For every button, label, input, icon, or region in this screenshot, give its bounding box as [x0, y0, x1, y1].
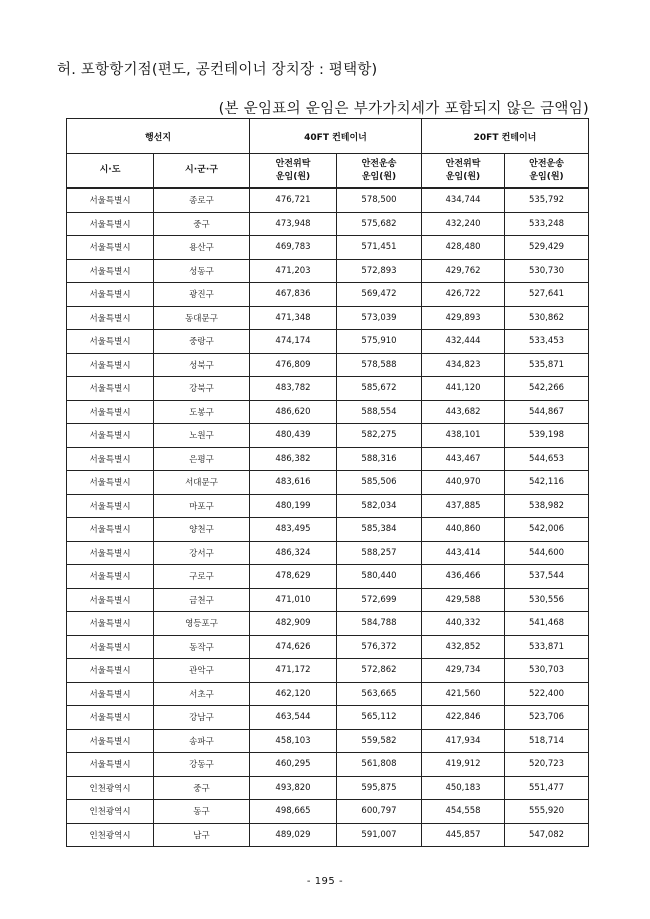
cell-40ft-transport: 588,316 — [337, 447, 422, 471]
cell-20ft-transport: 530,862 — [505, 306, 589, 330]
header-line: 안전운송 — [529, 158, 564, 169]
cell-40ft-transport: 576,372 — [337, 635, 422, 659]
table-row — [67, 236, 589, 260]
cell-40ft-trust: 473,948 — [250, 212, 337, 236]
cell-sido: 인천광역시 — [67, 800, 154, 824]
cell-sigungu: 종로구 — [154, 188, 250, 212]
table-row — [67, 729, 589, 753]
cell-40ft-trust: 483,782 — [250, 377, 337, 401]
cell-sigungu: 강서구 — [154, 541, 250, 565]
cell-20ft-transport: 544,653 — [505, 447, 589, 471]
cell-20ft-transport: 544,867 — [505, 400, 589, 424]
cell-20ft-trust: 436,466 — [422, 565, 505, 589]
cell-20ft-trust: 429,734 — [422, 659, 505, 683]
table-row — [67, 635, 589, 659]
cell-20ft-trust: 443,414 — [422, 541, 505, 565]
cell-40ft-trust: 486,324 — [250, 541, 337, 565]
cell-40ft-transport: 565,112 — [337, 706, 422, 730]
cell-20ft-transport: 539,198 — [505, 424, 589, 448]
cell-sigungu: 영등포구 — [154, 612, 250, 636]
cell-20ft-transport: 537,544 — [505, 565, 589, 589]
page-number: - 195 - — [306, 876, 344, 887]
cell-sigungu: 중랑구 — [154, 330, 250, 354]
cell-20ft-transport: 535,871 — [505, 353, 589, 377]
cell-sido: 서울특별시 — [67, 635, 154, 659]
header-line: 안전운송 — [361, 158, 397, 169]
cell-20ft-trust: 454,558 — [422, 800, 505, 824]
table-row — [67, 330, 589, 354]
cell-20ft-transport: 538,982 — [505, 494, 589, 518]
cell-40ft-transport: 571,451 — [337, 236, 422, 260]
cell-40ft-trust: 478,629 — [250, 565, 337, 589]
column-header-20ft-transport — [505, 154, 589, 189]
cell-40ft-trust: 480,199 — [250, 494, 337, 518]
cell-sigungu: 동대문구 — [154, 306, 250, 330]
cell-20ft-trust: 421,560 — [422, 682, 505, 706]
cell-20ft-trust: 450,183 — [422, 776, 505, 800]
table-row — [67, 377, 589, 401]
cell-sido: 서울특별시 — [67, 212, 154, 236]
cell-40ft-trust: 471,172 — [250, 659, 337, 683]
table-row — [67, 353, 589, 377]
cell-sigungu: 용산구 — [154, 236, 250, 260]
table-row — [67, 400, 589, 424]
cell-sido: 서울특별시 — [67, 541, 154, 565]
column-header-sigungu: 시·군·구 — [154, 154, 250, 189]
cell-40ft-transport: 585,672 — [337, 377, 422, 401]
header-line: 운임(원) — [445, 171, 481, 182]
table-row — [67, 682, 589, 706]
cell-40ft-transport: 561,808 — [337, 753, 422, 777]
header-line: 안전위탁 — [275, 158, 311, 169]
column-header-40ft-trust — [250, 154, 337, 189]
cell-40ft-transport: 588,554 — [337, 400, 422, 424]
header-line: 운임(원) — [275, 171, 311, 182]
cell-40ft-transport: 578,500 — [337, 188, 422, 212]
cell-40ft-transport: 585,506 — [337, 471, 422, 495]
cell-sido: 서울특별시 — [67, 400, 154, 424]
cell-20ft-trust: 432,240 — [422, 212, 505, 236]
table-row — [67, 447, 589, 471]
table-row — [67, 424, 589, 448]
table-row — [67, 753, 589, 777]
cell-20ft-transport: 527,641 — [505, 283, 589, 307]
cell-sigungu: 서대문구 — [154, 471, 250, 495]
cell-40ft-trust: 469,783 — [250, 236, 337, 260]
cell-20ft-transport: 555,920 — [505, 800, 589, 824]
cell-40ft-transport: 573,039 — [337, 306, 422, 330]
cell-20ft-transport: 541,468 — [505, 612, 589, 636]
cell-20ft-trust: 426,722 — [422, 283, 505, 307]
cell-sido: 서울특별시 — [67, 729, 154, 753]
cell-sido: 서울특별시 — [67, 188, 154, 212]
cell-40ft-transport: 584,788 — [337, 612, 422, 636]
header-line: 운임(원) — [529, 171, 564, 182]
cell-sido: 서울특별시 — [67, 706, 154, 730]
cell-sigungu: 남구 — [154, 823, 250, 847]
cell-sigungu: 구로구 — [154, 565, 250, 589]
table-row — [67, 541, 589, 565]
cell-20ft-trust: 443,682 — [422, 400, 505, 424]
cell-40ft-trust: 471,203 — [250, 259, 337, 283]
cell-20ft-transport: 547,082 — [505, 823, 589, 847]
cell-sigungu: 송파구 — [154, 729, 250, 753]
cell-sido: 인천광역시 — [67, 776, 154, 800]
cell-40ft-transport: 582,275 — [337, 424, 422, 448]
destination-header: 행선지 — [67, 119, 250, 154]
cell-sigungu: 광진구 — [154, 283, 250, 307]
cell-sigungu: 노원구 — [154, 424, 250, 448]
cell-40ft-trust: 471,010 — [250, 588, 337, 612]
cell-20ft-trust: 429,588 — [422, 588, 505, 612]
cell-20ft-trust: 428,480 — [422, 236, 505, 260]
cell-20ft-trust: 441,120 — [422, 377, 505, 401]
cell-20ft-transport: 530,703 — [505, 659, 589, 683]
cell-20ft-transport: 542,116 — [505, 471, 589, 495]
cell-40ft-trust: 458,103 — [250, 729, 337, 753]
column-header-40ft-transport — [337, 154, 422, 189]
cell-20ft-trust: 422,846 — [422, 706, 505, 730]
table-row — [67, 188, 589, 212]
cell-sigungu: 중구 — [154, 776, 250, 800]
cell-40ft-transport: 572,699 — [337, 588, 422, 612]
cell-40ft-trust: 476,721 — [250, 188, 337, 212]
cell-40ft-transport: 580,440 — [337, 565, 422, 589]
cell-sigungu: 성동구 — [154, 259, 250, 283]
table-body — [67, 188, 589, 847]
cell-sigungu: 동구 — [154, 800, 250, 824]
cell-20ft-trust: 445,857 — [422, 823, 505, 847]
cell-sigungu: 강동구 — [154, 753, 250, 777]
table-row — [67, 823, 589, 847]
cell-40ft-trust: 460,295 — [250, 753, 337, 777]
freight-rate-table — [66, 118, 589, 847]
cell-20ft-trust: 434,744 — [422, 188, 505, 212]
cell-sido: 서울특별시 — [67, 330, 154, 354]
cell-sigungu: 강북구 — [154, 377, 250, 401]
cell-40ft-transport: 578,588 — [337, 353, 422, 377]
cell-20ft-transport: 544,600 — [505, 541, 589, 565]
cell-sido: 서울특별시 — [67, 471, 154, 495]
cell-sido: 서울특별시 — [67, 424, 154, 448]
cell-sido: 서울특별시 — [67, 612, 154, 636]
cell-40ft-trust: 482,909 — [250, 612, 337, 636]
cell-20ft-transport: 522,400 — [505, 682, 589, 706]
cell-40ft-trust: 486,620 — [250, 400, 337, 424]
cell-40ft-transport: 588,257 — [337, 541, 422, 565]
cell-sido: 서울특별시 — [67, 518, 154, 542]
cell-20ft-transport: 533,871 — [505, 635, 589, 659]
cell-20ft-transport: 542,266 — [505, 377, 589, 401]
cell-sigungu: 관악구 — [154, 659, 250, 683]
cell-sigungu: 마포구 — [154, 494, 250, 518]
table-row — [67, 471, 589, 495]
table-row — [67, 565, 589, 589]
cell-sido: 서울특별시 — [67, 682, 154, 706]
table-row — [67, 800, 589, 824]
cell-40ft-transport: 575,910 — [337, 330, 422, 354]
cell-40ft-trust: 476,809 — [250, 353, 337, 377]
header-line: 운임(원) — [361, 171, 397, 182]
section-heading: 허. 포항항기점(편도, 공컨테이너 장치장 : 평택항) — [57, 62, 378, 78]
cell-sido: 서울특별시 — [67, 565, 154, 589]
group-header-20ft: 20FT 컨테이너 — [422, 119, 589, 154]
table-row — [67, 659, 589, 683]
cell-20ft-transport: 533,453 — [505, 330, 589, 354]
cell-40ft-trust: 486,382 — [250, 447, 337, 471]
cell-20ft-transport: 533,248 — [505, 212, 589, 236]
cell-40ft-transport: 572,893 — [337, 259, 422, 283]
vat-note: (본 운임표의 운임은 부가가치세가 포함되지 않은 금액임) — [218, 101, 589, 117]
table-row — [67, 283, 589, 307]
cell-20ft-transport: 529,429 — [505, 236, 589, 260]
column-header-sido: 시·도 — [67, 154, 154, 189]
cell-20ft-trust: 432,444 — [422, 330, 505, 354]
cell-20ft-trust: 434,823 — [422, 353, 505, 377]
cell-sigungu: 성북구 — [154, 353, 250, 377]
cell-40ft-transport: 563,665 — [337, 682, 422, 706]
cell-sigungu: 동작구 — [154, 635, 250, 659]
table-subheader-row — [67, 154, 589, 189]
cell-40ft-trust: 467,836 — [250, 283, 337, 307]
table-row — [67, 494, 589, 518]
cell-sido: 서울특별시 — [67, 306, 154, 330]
cell-40ft-transport: 582,034 — [337, 494, 422, 518]
column-header-20ft-trust — [422, 154, 505, 189]
cell-40ft-trust: 489,029 — [250, 823, 337, 847]
cell-20ft-transport: 520,723 — [505, 753, 589, 777]
cell-20ft-transport: 523,706 — [505, 706, 589, 730]
cell-20ft-trust: 419,912 — [422, 753, 505, 777]
cell-40ft-transport: 585,384 — [337, 518, 422, 542]
cell-40ft-transport: 572,862 — [337, 659, 422, 683]
table-header-row — [67, 119, 589, 154]
cell-20ft-trust: 443,467 — [422, 447, 505, 471]
cell-20ft-trust: 429,893 — [422, 306, 505, 330]
cell-40ft-trust: 498,665 — [250, 800, 337, 824]
cell-sido: 서울특별시 — [67, 283, 154, 307]
cell-20ft-trust: 432,852 — [422, 635, 505, 659]
cell-sigungu: 금천구 — [154, 588, 250, 612]
table-row — [67, 212, 589, 236]
group-header-40ft: 40FT 컨테이너 — [250, 119, 422, 154]
cell-20ft-transport: 535,792 — [505, 188, 589, 212]
table-row — [67, 776, 589, 800]
cell-sido: 인천광역시 — [67, 823, 154, 847]
cell-40ft-trust: 474,174 — [250, 330, 337, 354]
cell-sido: 서울특별시 — [67, 588, 154, 612]
table-row — [67, 612, 589, 636]
cell-40ft-trust: 462,120 — [250, 682, 337, 706]
cell-40ft-trust: 480,439 — [250, 424, 337, 448]
cell-20ft-trust: 440,970 — [422, 471, 505, 495]
table-row — [67, 706, 589, 730]
cell-40ft-trust: 483,495 — [250, 518, 337, 542]
cell-40ft-transport: 575,682 — [337, 212, 422, 236]
cell-20ft-transport: 530,730 — [505, 259, 589, 283]
cell-40ft-transport: 569,472 — [337, 283, 422, 307]
table-row — [67, 306, 589, 330]
cell-20ft-transport: 518,714 — [505, 729, 589, 753]
table-row — [67, 259, 589, 283]
cell-sido: 서울특별시 — [67, 236, 154, 260]
cell-40ft-trust: 483,616 — [250, 471, 337, 495]
cell-sido: 서울특별시 — [67, 659, 154, 683]
cell-sigungu: 도봉구 — [154, 400, 250, 424]
cell-sigungu: 양천구 — [154, 518, 250, 542]
cell-sido: 서울특별시 — [67, 259, 154, 283]
cell-sigungu: 강남구 — [154, 706, 250, 730]
cell-40ft-transport: 591,007 — [337, 823, 422, 847]
cell-20ft-transport: 551,477 — [505, 776, 589, 800]
cell-40ft-transport: 559,582 — [337, 729, 422, 753]
cell-20ft-transport: 542,006 — [505, 518, 589, 542]
cell-sigungu: 서초구 — [154, 682, 250, 706]
cell-20ft-transport: 530,556 — [505, 588, 589, 612]
cell-sido: 서울특별시 — [67, 447, 154, 471]
cell-40ft-trust: 471,348 — [250, 306, 337, 330]
cell-20ft-trust: 417,934 — [422, 729, 505, 753]
cell-40ft-trust: 474,626 — [250, 635, 337, 659]
cell-sido: 서울특별시 — [67, 753, 154, 777]
table-row — [67, 588, 589, 612]
cell-20ft-trust: 437,885 — [422, 494, 505, 518]
cell-sigungu: 은평구 — [154, 447, 250, 471]
cell-sido: 서울특별시 — [67, 353, 154, 377]
cell-20ft-trust: 440,860 — [422, 518, 505, 542]
cell-sigungu: 중구 — [154, 212, 250, 236]
cell-40ft-trust: 463,544 — [250, 706, 337, 730]
cell-20ft-trust: 440,332 — [422, 612, 505, 636]
cell-sido: 서울특별시 — [67, 377, 154, 401]
cell-20ft-trust: 438,101 — [422, 424, 505, 448]
header-line: 안전위탁 — [445, 158, 481, 169]
table-row — [67, 518, 589, 542]
cell-40ft-transport: 595,875 — [337, 776, 422, 800]
cell-sido: 서울특별시 — [67, 494, 154, 518]
cell-40ft-trust: 493,820 — [250, 776, 337, 800]
cell-20ft-trust: 429,762 — [422, 259, 505, 283]
cell-40ft-transport: 600,797 — [337, 800, 422, 824]
